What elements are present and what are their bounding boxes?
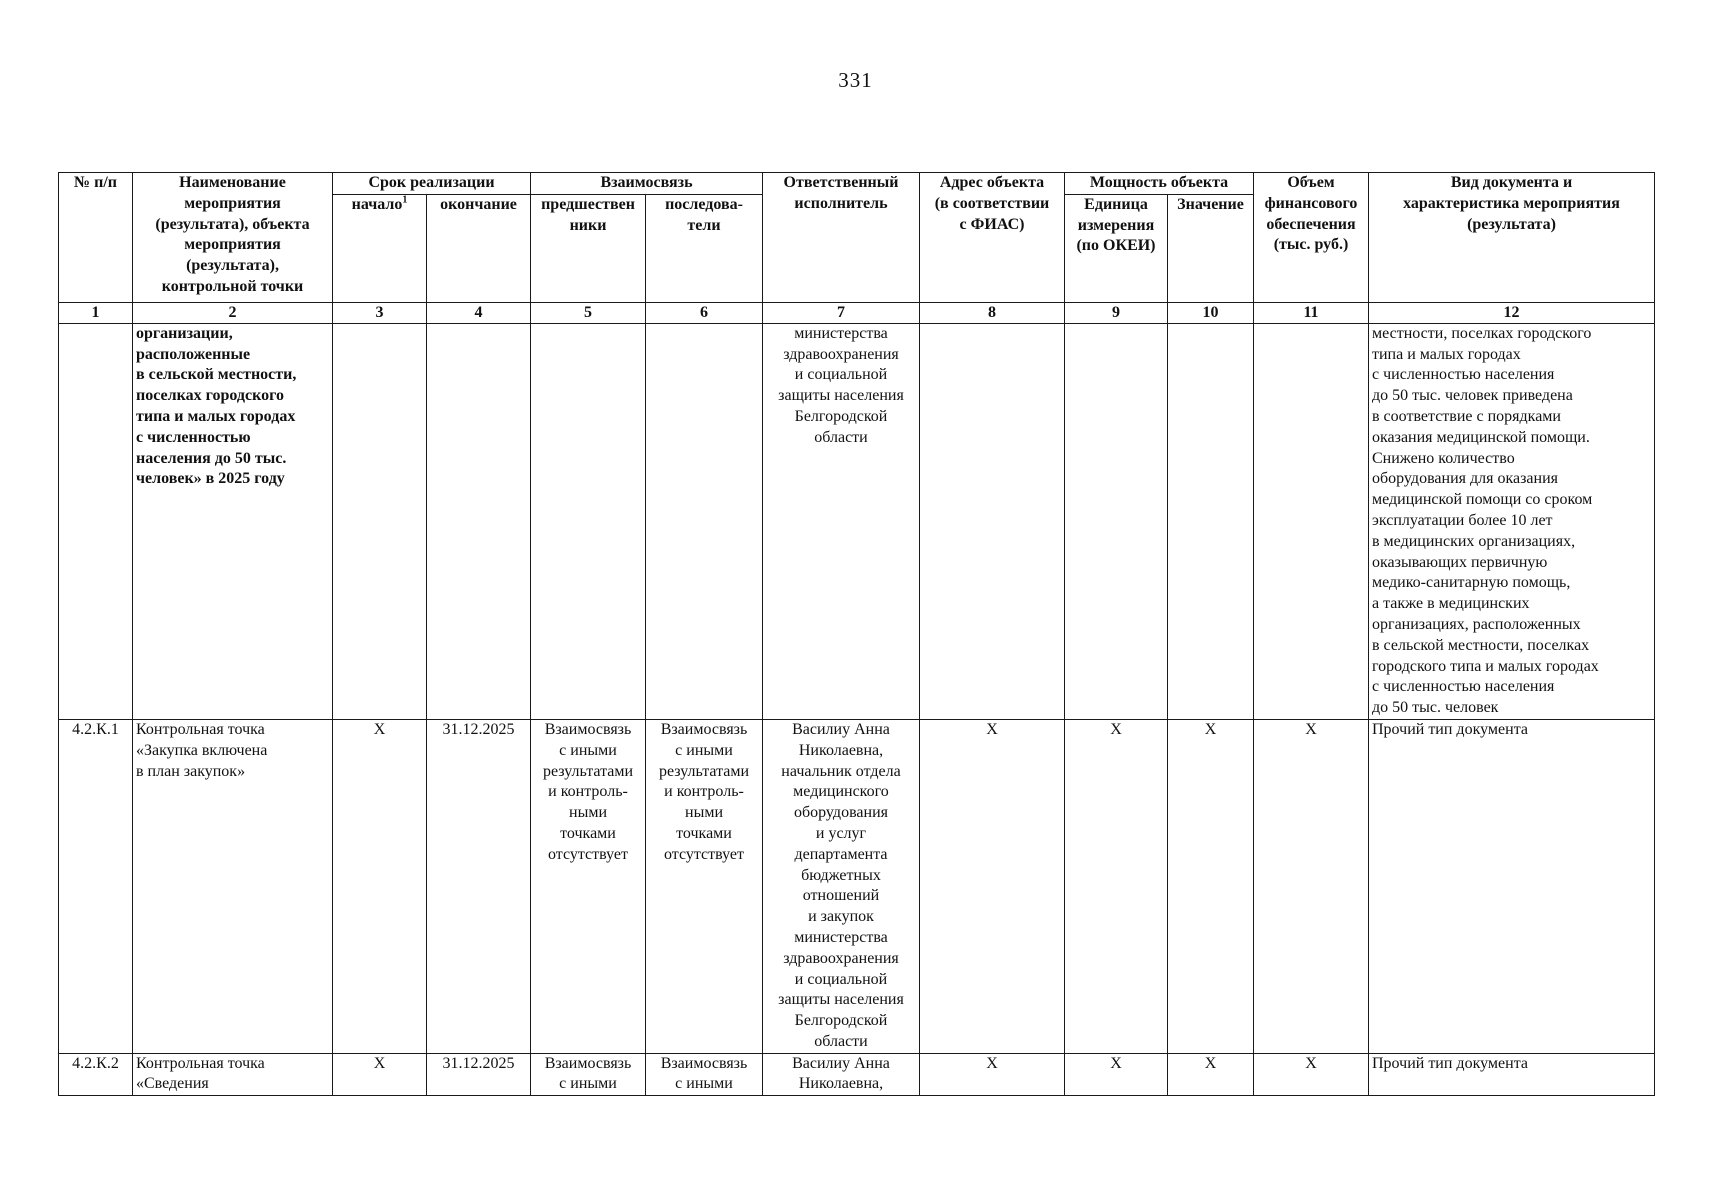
table-row	[59, 323, 1655, 719]
header-col-term-end: окончание	[427, 194, 531, 302]
row-name: Контрольная точка «Закупка включена в план закупок»	[133, 719, 333, 1053]
row-start: X	[333, 1053, 427, 1096]
row-predecessors: Взаимосвязь с иными результатами и контроль- ными точками отсутствует	[531, 719, 646, 1053]
header-col-term-start	[333, 194, 427, 302]
row-successors: Взаимосвязь с иными результатами и контроль- ными точками отсутствует	[646, 719, 763, 1053]
table-row	[59, 1053, 1655, 1096]
activity-table	[58, 172, 1655, 1096]
header-col-document: Вид документа и характеристика мероприятия (результата)	[1369, 173, 1655, 303]
table-header	[59, 173, 1655, 324]
header-col-power-unit: Единица измерения (по ОКЕИ)	[1065, 194, 1168, 302]
row-address: X	[920, 1053, 1065, 1096]
column-number: 3	[333, 302, 427, 323]
table-body	[59, 323, 1655, 1095]
row-unit	[1065, 323, 1168, 719]
row-address	[920, 323, 1065, 719]
column-number: 10	[1168, 302, 1254, 323]
row-number: 4.2.К.1	[59, 719, 133, 1053]
row-finance: X	[1254, 719, 1369, 1053]
row-end: 31.12.2025	[427, 1053, 531, 1096]
header-col-responsible: Ответственный исполнитель	[763, 173, 920, 303]
row-successors: Взаимосвязь с иными	[646, 1053, 763, 1096]
row-finance: X	[1254, 1053, 1369, 1096]
row-unit: X	[1065, 1053, 1168, 1096]
table-row	[59, 719, 1655, 1053]
row-predecessors	[531, 323, 646, 719]
column-number: 6	[646, 302, 763, 323]
column-number: 9	[1065, 302, 1168, 323]
header-col-power-value: Значение	[1168, 194, 1254, 302]
row-unit: X	[1065, 719, 1168, 1053]
column-number: 7	[763, 302, 920, 323]
row-value	[1168, 323, 1254, 719]
row-value: X	[1168, 719, 1254, 1053]
row-end: 31.12.2025	[427, 719, 531, 1053]
header-col-address: Адрес объекта (в соответствии с ФИАС)	[920, 173, 1065, 303]
row-name: Контрольная точка «Сведения	[133, 1053, 333, 1096]
header-col-term-start-label: начало	[351, 195, 403, 213]
header-col-link-predecessors: предшествен ники	[531, 194, 646, 302]
activity-table-wrapper	[58, 172, 1655, 1096]
row-document: Прочий тип документа	[1369, 1053, 1655, 1096]
column-number: 8	[920, 302, 1065, 323]
column-number: 2	[133, 302, 333, 323]
row-value: X	[1168, 1053, 1254, 1096]
header-col-term: Срок реализации	[333, 173, 531, 195]
row-number	[59, 323, 133, 719]
row-successors	[646, 323, 763, 719]
header-col-power: Мощность объекта	[1065, 173, 1254, 195]
row-predecessors: Взаимосвязь с иными	[531, 1053, 646, 1096]
footnote-mark: 1	[402, 194, 408, 206]
header-col-num: № п/п	[59, 173, 133, 303]
header-col-name: Наименование мероприятия (результата), объекта мероприятия (результата), контрольной точки	[133, 173, 333, 303]
row-number: 4.2.К.2	[59, 1053, 133, 1096]
row-responsible: Василиу Анна Николаевна,	[763, 1053, 920, 1096]
row-responsible: министерства здравоохранения и социальной защиты населения Белгородской области	[763, 323, 920, 719]
row-document: Прочий тип документа	[1369, 719, 1655, 1053]
column-number: 4	[427, 302, 531, 323]
row-document: местности, поселках городского типа и малых городах с численностью населения до 50 тыс. человек приведена в соответствие с порядками оказания медицинской помощи. Снижено количество оборудования для оказания медицинской помощи со сроком эксплуатации более 10 лет в медицинских организациях, оказывающих первичную медико-санитарную помощь, а также в медицинских организациях, расположенных в сельской местности, поселках городского типа и малых городах с численностью населения до 50 тыс. человек	[1369, 323, 1655, 719]
column-number: 1	[59, 302, 133, 323]
column-number-row	[59, 302, 1655, 323]
page-number: 331	[838, 68, 873, 92]
row-name: организации, расположенные в сельской местности, поселках городского типа и малых городах с численностью населения до 50 тыс. человек» в 2025 году	[133, 323, 333, 719]
row-end	[427, 323, 531, 719]
header-col-finance: Объем финансового обеспечения (тыс. руб.)	[1254, 173, 1369, 303]
column-number: 5	[531, 302, 646, 323]
column-number: 12	[1369, 302, 1655, 323]
header-col-link: Взаимосвязь	[531, 173, 763, 195]
row-finance	[1254, 323, 1369, 719]
row-address: X	[920, 719, 1065, 1053]
column-number: 11	[1254, 302, 1369, 323]
header-col-link-successors: последова- тели	[646, 194, 763, 302]
row-start	[333, 323, 427, 719]
row-responsible: Василиу Анна Николаевна, начальник отдела медицинского оборудования и услуг департамента бюджетных отношений и закупок министерства здравоохранения и социальной защиты населения Белгородской области	[763, 719, 920, 1053]
row-start: X	[333, 719, 427, 1053]
